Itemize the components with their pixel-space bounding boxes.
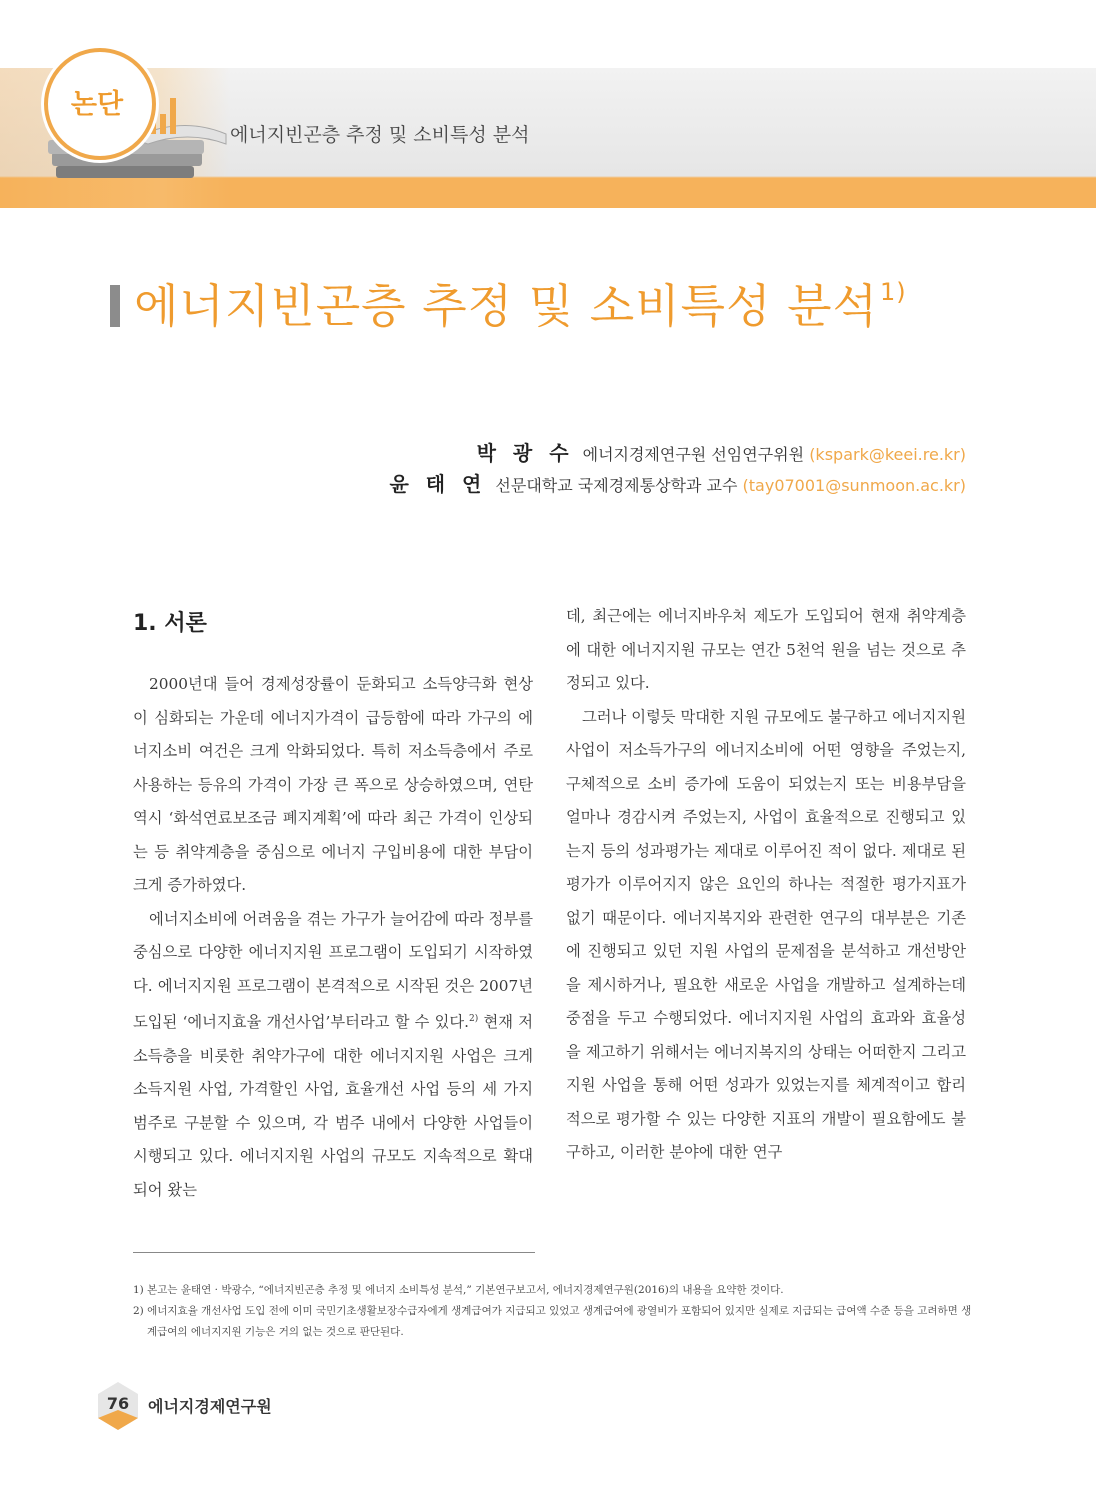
author-name: 윤 태 연 [389,472,487,496]
footnote-2: 2) 에너지효율 개선사업 도입 전에 이미 국민기초생활보장수급자에게 생계급여가 지급되고 있었고 생계급여에 광열비가 포함되어 있지만 실제로 지급되는 급여액 수준 등을 고려하면 생계급여의 에너지지원 기능은 거의 없는 것으로 판단된다. [133,1305,972,1338]
author-affiliation: 에너지경제연구원 선임연구위원 [582,445,805,464]
section-heading: 1. 서론 [133,611,207,636]
page-number: 76 [106,1394,130,1413]
paragraph: 2000년대 들어 경제성장률이 둔화되고 소득양극화 현상이 심화되는 가운데 에너지가격이 급등함에 따라 가구의 에너지소비 여건은 크게 악화되었다. 특히 저소득층에서 주로 사용하는 등유의 가격이 가장 큰 폭으로 상승하였으며, 연탄 역시 ‘화석연료보조금 폐지계획’에 따라 최근 가격이 인상되는 등 취약계층을 중심으로 에너지 구입비용에 대한 부담이 크게 증가하였다. [133,675,533,894]
footnote-1: 1) 본고는 윤태연 · 박광수, “에너지빈곤층 추정 및 에너지 소비특성 분석,” 기본연구보고서, 에너지경제연구원(2016)의 내용을 요약한 것이다. [133,1284,784,1296]
footnote-divider [133,1252,535,1253]
author-email: (kspark@keei.re.kr) [809,445,966,464]
paragraph-text: 에너지소비에 어려움을 겪는 가구가 늘어감에 따라 정부를 중심으로 다양한 에너지지원 프로그램이 도입되기 시작하였다. 에너지지원 프로그램이 본격적으로 시작된 것은 2007년 도입된 ‘에너지효율 개선사업’부터라고 할 수 있다. [133,909,533,1032]
paragraph [133,903,533,1208]
article-title-text: 에너지빈곤층 추정 및 소비특성 분석 [134,279,879,333]
footnote-ref: 2) [469,1014,479,1024]
author-affiliation: 선문대학교 국제경제통상학과 교수 [495,476,738,495]
running-header-title: 에너지빈곤층 추정 및 소비특성 분석 [230,124,530,146]
paragraph-text: 현재 저소득층을 비롯한 취약가구에 대한 에너지지원 사업은 크게 소득지원 사업, 가격할인 사업, 효율개선 사업 등의 세 가지 범주로 구분할 수 있으며, 각 범주 내에서 다양한 사업들이 시행되고 있다. 에너지지원 사업의 규모도 지속적으로 확대되어 왔는 [133,1013,533,1199]
author-name: 박 광 수 [476,441,574,465]
footnotes [133,1280,973,1343]
body-column-left [133,668,533,1207]
paragraph: 그러나 이렇듯 막대한 지원 규모에도 불구하고 에너지지원 사업이 저소득가구의 에너지소비에 어떤 영향을 주었는지, 구체적으로 소비 증가에 도움이 되었는지 또는 비용부담을 얼마나 경감시켜 주었는지, 사업이 효율적으로 진행되고 있는지 등의 성과평가는 제대로 이루어진 적이 없다. 제대로 된 평가가 이루어지지 않은 요인의 하나는 적절한 평가지표가 없기 때문이다. 에너지복지와 관련한 연구의 대부분은 기존에 진행되고 있던 지원 사업의 문제점을 분석하고 개선방안을 제시하거나, 필요한 새로운 사업을 개발하고 설계하는데 중점을 두고 수행되었다. 에너지지원 사업의 효과와 효율성을 제고하기 위해서는 에너지복지의 상태는 어떠한지 그리고 지원 사업을 통해 어떤 성과가 있었는지를 체계적이고 합리적으로 평가할 수 있는 다양한 지표의 개발이 필요함에도 불구하고, 이러한 분야에 대한 연구 [566,707,966,1161]
title-bar-marker [110,285,120,327]
title-footnote-marker: 1) [880,278,907,306]
author-email: (tay07001@sunmoon.ac.kr) [742,476,966,495]
paragraph: 데, 최근에는 에너지바우처 제도가 도입되어 현재 취약계층에 대한 에너지지원 규모는 연간 5천억 원을 넘는 것으로 추정되고 있다. [566,607,966,692]
body-column-right [566,600,966,1170]
publisher-name: 에너지경제연구원 [148,1397,272,1416]
author-1 [477,437,966,466]
section-badge-label: 논단 [70,89,124,120]
article-title [134,270,907,336]
author-2 [389,468,966,497]
